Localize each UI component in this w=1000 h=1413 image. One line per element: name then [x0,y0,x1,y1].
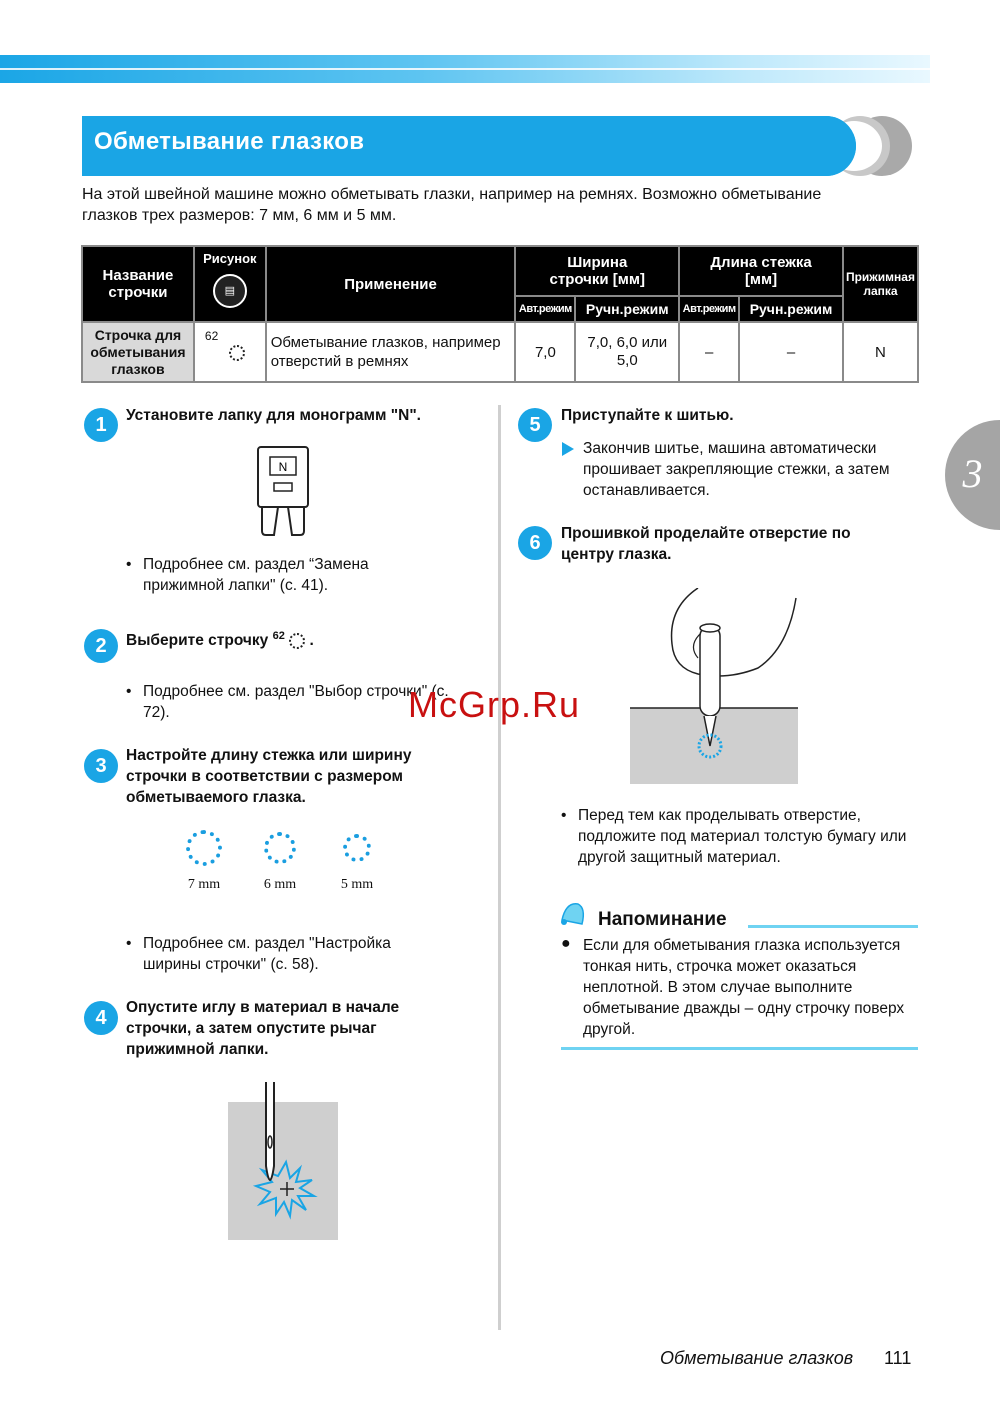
top-decor-bar [0,55,930,83]
size-5mm [335,834,379,893]
col-name-header: Название строчки [82,246,194,322]
row-foot: N [843,322,918,382]
step-2-bullet: Подробнее см. раздел "Выбор строчки" (с. 72). [143,683,449,721]
step-3-text: Настройте длину стежка или ширину строчки в соответствии с размером обметываемого глазка. [126,747,412,806]
eyelet-stitch-icon [229,345,245,361]
bullet-dot: • [126,556,132,573]
step-4-badge: 4 [84,1001,118,1035]
col-length-header: Длина стежка [мм] [679,246,843,296]
bullet-dot: • [126,683,132,700]
step-5-result: Закончив шитье, машина автоматически прошивает закрепляющие стежки, а затем останавливается. [583,440,890,499]
step-6-text: Прошивкой проделайте отверстие по центру глазка. [561,525,851,563]
col-picture-header [194,246,266,322]
stitch-selector-icon: ▤ [213,274,247,308]
col-use-header: Применение [266,246,516,322]
row-use: Обметывание глазков, например отверстий в ремнях [266,322,516,382]
bullet-dot: • [561,807,567,824]
step-2-label: Выберите строчку [126,632,269,650]
footer-title: Обметывание глазков [660,1348,854,1368]
step-4-text: Опустите иглу в материал в начале строчки, а затем опустите рычаг прижимной лапки. [126,999,400,1058]
note-text: Если для обметывания глазка используется тонкая нить, строчка может оказаться неплотной. В этом случае выполните обметывание дважды – одну строчку поверх другой. [583,937,905,1038]
step-2-end: . [309,632,314,650]
size-label: 6 mm [263,877,297,892]
presser-foot-icon [256,445,310,537]
intro-text: На этой швейной машине можно обметывать глазки, например на ремнях. Возможно обметывание глазков трех размеров: 7 мм, 6 мм и 5 мм. [82,186,822,224]
row-pattern [194,322,266,382]
eyelet-stitch-icon [289,633,305,649]
chapter-number: 3 [962,451,983,496]
step-3-bullet: Подробнее см. раздел "Настройка ширины строчки" (с. 58). [143,935,391,973]
col-width-header: Ширина строчки [мм] [515,246,679,296]
needle-icon [266,1082,274,1180]
size-label: 7 mm [187,877,221,892]
length-auto-header: Авт.режим [679,296,739,322]
note-title-rule [748,925,918,928]
hand-awl-illustration [628,588,800,786]
row-width-auto: 7,0 [515,322,575,382]
size-7mm [184,830,224,893]
row-length-manual: – [739,322,843,382]
watermark: McGrp.Ru [408,684,581,725]
size-6mm [258,832,302,893]
col-picture-label: Рисунок [203,251,257,266]
arrow-right-icon [562,442,574,456]
step-5-badge: 5 [518,408,552,442]
needle-in-fabric-illustration [228,1082,340,1242]
step-1-badge: 1 [84,408,118,442]
step-6-badge: 6 [518,526,552,560]
step-1-bullet: Подробнее см. раздел “Замена прижимной лапки" (с. 41). [143,556,369,594]
title-bar [82,116,856,176]
width-manual-header: Ручн.режим [575,296,679,322]
bell-note-icon [556,898,588,928]
size-label: 5 mm [340,877,374,892]
step-2-text [126,626,314,651]
row-width-manual: 7,0, 6,0 или 5,0 [575,322,679,382]
step-3-badge: 3 [84,749,118,783]
column-divider [498,405,501,1330]
length-manual-header: Ручн.режим [739,296,843,322]
stitch-table [81,245,919,383]
hand-awl-icon [672,588,796,676]
note-bullet: ● [561,935,571,952]
step-2-pattern-number: 62 [272,630,285,642]
eyelet-stitch-icon [343,834,371,862]
bullet-dot: • [126,935,132,952]
width-auto-header: Авт.режим [515,296,575,322]
chapter-tab [945,420,1000,530]
step-2-badge: 2 [84,629,118,663]
foot-letter: N [278,460,288,474]
step-5-text: Приступайте к шитью. [561,407,734,424]
step-1-text: Установите лапку для монограмм "N". [126,407,421,424]
step-6-bullet: Перед тем как проделывать отверстие, подложите под материал толстую бумагу или другой защитный материал. [578,807,907,866]
eyelet-stitch-icon [264,832,296,864]
page-number: 111 [884,1348,912,1368]
eyelet-stitch-icon [186,830,222,866]
row-length-auto: – [679,322,739,382]
row-name: Строчка для обметывания глазков [82,322,194,382]
page-title: Обметывание глазков [94,128,365,155]
note-bottom-rule [561,1047,918,1050]
note-title: Напоминание [598,909,727,930]
col-foot-header: Прижимная лапка [843,246,918,322]
pattern-number: 62 [204,329,219,343]
